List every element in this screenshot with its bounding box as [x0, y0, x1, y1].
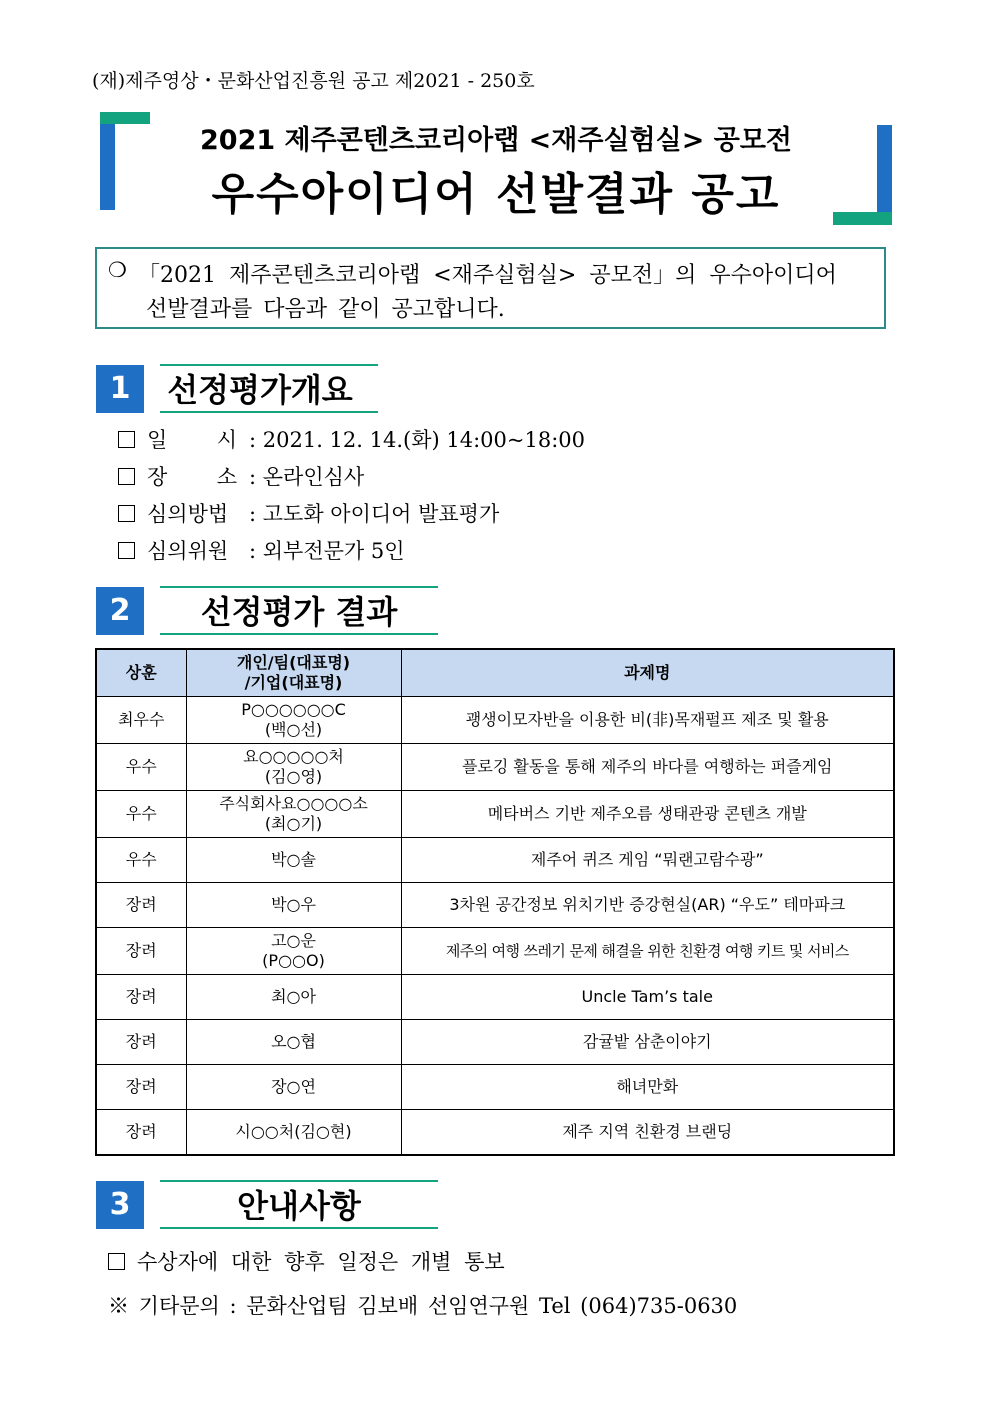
- overview-judges-value: : 외부전문가 5인: [249, 539, 405, 563]
- cell-project: Uncle Tam’s tale: [401, 975, 894, 1020]
- checkbox-square-icon: [108, 1253, 125, 1270]
- cell-entrant: 주식회사요○○○○소 (최○기): [186, 791, 401, 838]
- checkbox-square-icon: [118, 431, 135, 448]
- guidance-item: 수상자에 대한 향후 일정은 개별 통보: [108, 1246, 505, 1276]
- table-row: [96, 975, 894, 1020]
- header-entrant: 개인/팀(대표명) /기업(대표명): [186, 649, 401, 697]
- cell-project: 메타버스 기반 제주오름 생태관광 콘텐츠 개발: [401, 791, 894, 838]
- cell-award: 장려: [96, 1110, 186, 1156]
- overview-method-value: : 고도화 아이디어 발표평가: [249, 502, 500, 526]
- title-line-1: 2021 제주콘텐츠코리아랩 <재주실험실> 공모전: [200, 125, 792, 156]
- checkbox-square-icon: [118, 505, 135, 522]
- table-row: [96, 928, 894, 975]
- cell-award: 최우수: [96, 697, 186, 744]
- intro-text-line-1: 「2021 제주콘텐츠코리아랩 <재주실험실> 공모전」의 우수아이디어: [138, 263, 837, 288]
- overview-method-label: 심의방법: [147, 502, 229, 526]
- overview-judges-label: 심의위원: [147, 539, 229, 563]
- section-3-top-line: [160, 1180, 438, 1182]
- cell-project: 제주 지역 친환경 브랜딩: [401, 1110, 894, 1156]
- cell-award: 장려: [96, 1020, 186, 1065]
- overview-method: [118, 498, 499, 528]
- cell-entrant: 장○연: [186, 1065, 401, 1110]
- overview-datetime-label: 일 시: [147, 428, 237, 452]
- table-row: [96, 1020, 894, 1065]
- table-header-row: [96, 649, 894, 697]
- table-row: [96, 1110, 894, 1156]
- title-bracket-left: [100, 112, 115, 210]
- section-1-bottom-line: [160, 411, 378, 413]
- cell-award: 우수: [96, 791, 186, 838]
- cell-project: 제주어 퀴즈 게임 “뭐랜고람수광”: [401, 838, 894, 883]
- overview-judges: [118, 535, 405, 565]
- cell-project: 3차원 공간정보 위치기반 증강현실(AR) “우도” 테마파크: [401, 883, 894, 928]
- header-project: 과제명: [401, 649, 894, 697]
- cell-award: 우수: [96, 838, 186, 883]
- section-2-number: 2: [96, 587, 144, 635]
- overview-datetime: [118, 424, 585, 454]
- intro-text-line-2: 선발결과를 다음과 같이 공고합니다.: [146, 297, 505, 322]
- section-3-number: 3: [96, 1181, 144, 1229]
- table-row: [96, 791, 894, 838]
- overview-place: [118, 461, 364, 491]
- contact-info: ※ 기타문의 : 문화산업팀 김보배 선임연구원 Tel (064)735-0630: [108, 1294, 738, 1318]
- header-award: 상훈: [96, 649, 186, 697]
- table-row: [96, 744, 894, 791]
- section-3-bottom-line: [160, 1227, 438, 1229]
- title-line-2: 우수아이디어 선발결과 공고: [211, 169, 781, 220]
- section-1-top-line: [160, 364, 378, 366]
- cell-award: 우수: [96, 744, 186, 791]
- cell-entrant: 박○솔: [186, 838, 401, 883]
- cell-entrant: 오○협: [186, 1020, 401, 1065]
- section-2-title: 선정평가 결과: [200, 593, 398, 631]
- cell-entrant: 최○아: [186, 975, 401, 1020]
- cell-entrant: 요○○○○○처 (김○영): [186, 744, 401, 791]
- section-2-top-line: [160, 586, 438, 588]
- circle-bullet-icon: ❍: [108, 258, 127, 282]
- section-1-number: 1: [96, 365, 144, 413]
- table-row: [96, 838, 894, 883]
- results-table: [95, 648, 895, 1156]
- notice-number: (재)제주영상・문화산업진흥원 공고 제2021 - 250호: [92, 70, 535, 92]
- cell-award: 장려: [96, 1065, 186, 1110]
- cell-award: 장려: [96, 928, 186, 975]
- cell-project: 감귤밭 삼춘이야기: [401, 1020, 894, 1065]
- cell-project: 해녀만화: [401, 1065, 894, 1110]
- cell-award: 장려: [96, 883, 186, 928]
- cell-entrant: 박○우: [186, 883, 401, 928]
- table-row: [96, 697, 894, 744]
- table-row: [96, 1065, 894, 1110]
- section-2-bottom-line: [160, 633, 438, 635]
- cell-project: 플로깅 활동을 통해 제주의 바다를 여행하는 퍼즐게임: [401, 744, 894, 791]
- checkbox-square-icon: [118, 468, 135, 485]
- overview-place-value: : 온라인심사: [249, 465, 365, 489]
- section-3-title: 안내사항: [237, 1187, 361, 1225]
- overview-place-label: 장 소: [147, 465, 237, 489]
- checkbox-square-icon: [118, 542, 135, 559]
- cell-project: 제주의 여행 쓰레기 문제 해결을 위한 친환경 여행 키트 및 서비스: [401, 928, 894, 975]
- title-bracket-right: [877, 125, 892, 225]
- section-1-title: 선정평가개요: [167, 371, 353, 409]
- table-row: [96, 883, 894, 928]
- cell-entrant: P○○○○○○C (백○선): [186, 697, 401, 744]
- overview-datetime-value: : 2021. 12. 14.(화) 14:00~18:00: [249, 428, 585, 452]
- cell-entrant: 고○운 (P○○O): [186, 928, 401, 975]
- cell-award: 장려: [96, 975, 186, 1020]
- cell-project: 괭생이모자반을 이용한 비(非)목재펄프 제조 및 활용: [401, 697, 894, 744]
- cell-entrant: 시○○처(김○현): [186, 1110, 401, 1156]
